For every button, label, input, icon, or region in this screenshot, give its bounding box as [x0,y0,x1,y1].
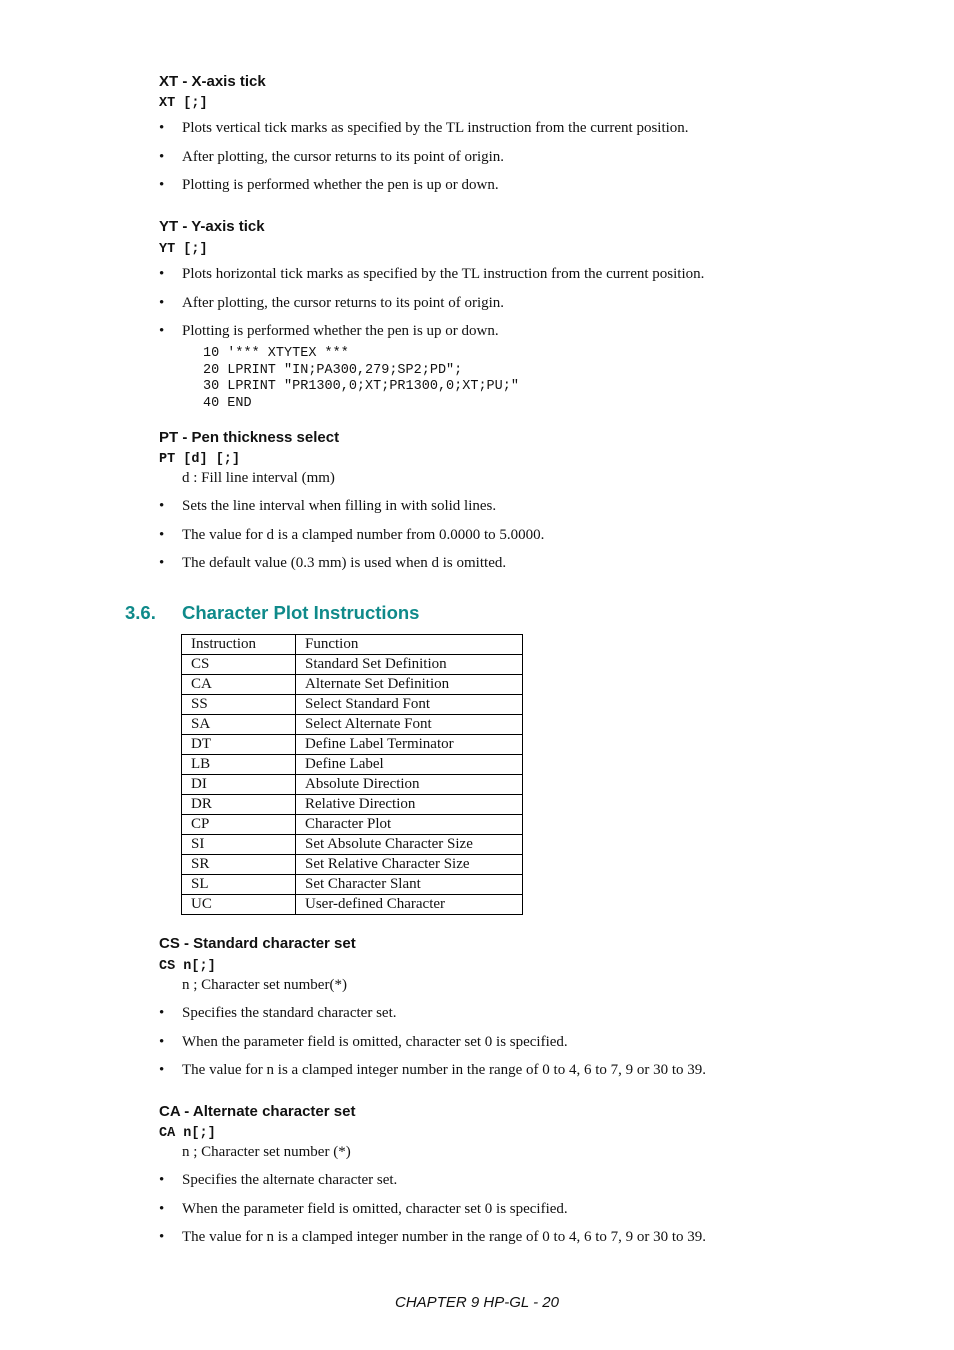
table-cell: Define Label Terminator [296,735,523,755]
section-title-text: Character Plot Instructions [182,602,420,623]
table-row [182,675,523,695]
table-row [182,735,523,755]
ca-param: n ; Character set number (*) [182,1144,351,1160]
pt-syntax: PT [d] [;] [159,452,241,467]
table-cell: Set Relative Character Size [296,855,523,875]
list-item: • The value for n is a clamped integer number in the range of 0 to 4, 6 to 7, 9 or 30 to 39. [159,1229,707,1245]
table-cell: Set Absolute Character Size [296,835,523,855]
footer-text: CHAPTER 9 HP-GL - 20 [395,1294,559,1311]
table-row [182,755,523,775]
code-line: 20 LPRINT "IN;PA300,279;SP2;PD"; [203,362,463,378]
yt-syntax: YT [;] [159,242,208,257]
cs-syntax: CS n[;] [159,959,216,974]
list-item: • Plotting is performed whether the pen is up or down. [159,177,499,193]
table-row [182,895,523,915]
pt-param: d : Fill line interval (mm) [182,470,335,486]
table-cell: Alternate Set Definition [296,675,523,695]
bullet-icon: • [159,1229,165,1245]
table-cell: DI [182,775,296,795]
table-cell: Absolute Direction [296,775,523,795]
pt-bullet-list [159,496,544,582]
bullet-icon: • [159,148,165,165]
bullet-icon: • [159,1172,165,1188]
table-row [182,795,523,815]
column-header: Function [296,635,523,655]
bullet-icon: • [159,1200,165,1217]
list-item: • After plotting, the cursor returns to its point of origin. [159,294,505,311]
code-line: 40 END [203,395,252,411]
cs-bullet-list [159,1003,706,1089]
table-cell: Define Label [296,755,523,775]
table-cell: CP [182,815,296,835]
bullet-icon: • [159,266,165,282]
column-header: Instruction [182,635,296,655]
table-row [182,835,523,855]
table-cell: Select Standard Font [296,695,523,715]
table-cell: User-defined Character [296,895,523,915]
table-cell: SS [182,695,296,715]
table-cell: SA [182,715,296,735]
bullet-icon: • [159,120,165,136]
bullet-icon: • [159,177,165,193]
xt-bullet-list [159,118,689,204]
bullet-icon: • [159,1062,165,1078]
table-cell: Character Plot [296,815,523,835]
list-item: • The value for d is a clamped number from 0.0000 to 5.0000. [159,526,545,543]
list-item: • The default value (0.3 mm) is used when d is omitted. [159,555,507,571]
section-number: 3.6. [125,602,156,623]
bullet-icon: • [159,323,165,339]
table-cell: UC [182,895,296,915]
cs-heading: CS - Standard character set [159,935,356,952]
list-item: • Plots vertical tick marks as specified by the TL instruction from the current position. [159,120,689,136]
bullet-icon: • [159,555,165,571]
page-footer [0,1294,954,1311]
table-cell: CS [182,655,296,675]
table-cell: SL [182,875,296,895]
pt-heading: PT - Pen thickness select [159,429,340,446]
table-cell: Relative Direction [296,795,523,815]
ca-heading: CA - Alternate character set [159,1103,356,1120]
table-cell: CA [182,675,296,695]
list-item: • The value for n is a clamped integer number in the range of 0 to 4, 6 to 7, 9 or 30 to 39. [159,1062,707,1078]
table-cell: DT [182,735,296,755]
table-row [182,815,523,835]
table-row [182,695,523,715]
bullet-icon: • [159,498,165,514]
code-line: 10 '*** XTYTEX *** [203,346,349,361]
table-cell: SI [182,835,296,855]
bullet-icon: • [159,294,165,311]
instruction-table [181,634,523,915]
list-item: • Sets the line interval when filling in with solid lines. [159,498,497,514]
table-cell: Set Character Slant [296,875,523,895]
bullet-icon: • [159,1033,165,1050]
table-row [182,655,523,675]
table-row [182,855,523,875]
xt-heading: XT - X-axis tick [159,73,266,90]
ca-syntax: CA n[;] [159,1126,216,1141]
ca-bullet-list [159,1170,706,1256]
table-row [182,875,523,895]
table-cell: Standard Set Definition [296,655,523,675]
list-item: • Plotting is performed whether the pen is up or down. [159,323,499,339]
cs-param: n ; Character set number(*) [182,977,347,993]
table-cell: SR [182,855,296,875]
bullet-icon: • [159,526,165,543]
table-cell: DR [182,795,296,815]
list-item: • When the parameter field is omitted, character set 0 is specified. [159,1033,568,1050]
code-line: 30 LPRINT "PR1300,0;XT;PR1300,0;XT;PU;" [203,379,519,394]
table-cell: LB [182,755,296,775]
list-item: • When the parameter field is omitted, character set 0 is specified. [159,1200,568,1217]
yt-code-example [203,346,519,412]
list-item: • After plotting, the cursor returns to its point of origin. [159,148,505,165]
list-item: • Specifies the alternate character set. [159,1172,398,1188]
table-header-row [182,635,523,655]
yt-bullet-list [159,264,704,350]
table-cell: Select Alternate Font [296,715,523,735]
xt-syntax: XT [;] [159,96,208,111]
section-title [125,602,419,624]
table-row [182,715,523,735]
bullet-icon: • [159,1005,165,1021]
list-item: • Plots horizontal tick marks as specified by the TL instruction from the current position. [159,266,705,282]
table-row [182,775,523,795]
yt-heading: YT - Y-axis tick [159,218,265,235]
list-item: • Specifies the standard character set. [159,1005,397,1021]
